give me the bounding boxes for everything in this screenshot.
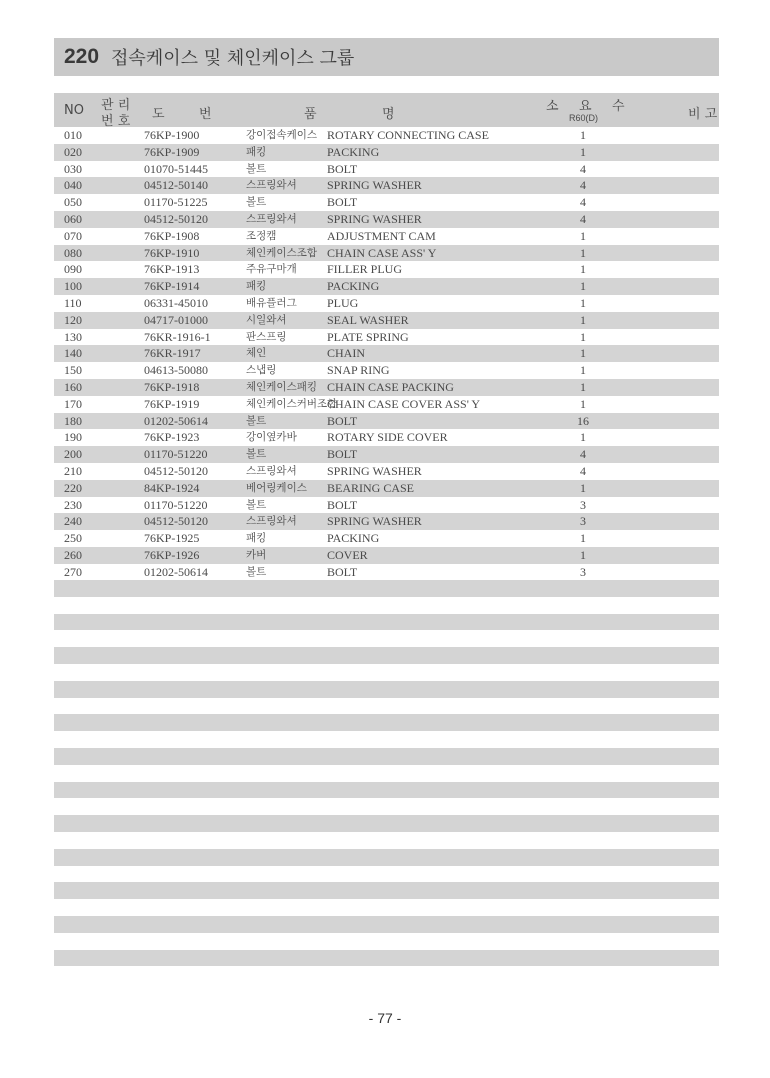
part-name-kr: 주유구마개 — [246, 263, 297, 276]
part-code: 84KP-1924 — [144, 480, 200, 495]
part-no: 020 — [64, 144, 82, 159]
part-no: 260 — [64, 547, 82, 562]
part-qty: 1 — [580, 329, 586, 344]
part-qty: 4 — [580, 178, 586, 193]
part-qty: 1 — [580, 128, 586, 142]
table-row — [54, 177, 719, 194]
part-name-kr: 패킹 — [246, 280, 267, 293]
part-code: 76KP-1925 — [144, 531, 200, 546]
part-qty: 4 — [580, 211, 586, 226]
part-name-kr: 체인케이스패킹 — [246, 380, 318, 393]
part-code: 04613-50080 — [144, 363, 208, 378]
part-qty: 1 — [580, 346, 586, 361]
empty-row — [54, 849, 719, 866]
part-name-en: ROTARY SIDE COVER — [327, 430, 448, 445]
part-name-en: CHAIN CASE ASS' Y — [327, 245, 437, 260]
part-name-en: COVER — [327, 547, 368, 562]
group-number: 220 — [64, 45, 100, 68]
empty-row — [54, 647, 719, 664]
header-name-b: 명 — [382, 107, 395, 122]
group-title: 접속케이스 및 체인케이스 그룹 — [111, 48, 355, 69]
table-row — [54, 245, 719, 262]
part-code: 76KP-1900 — [144, 128, 200, 142]
part-code: 01170-51220 — [144, 447, 208, 462]
header-code-a: 도 — [152, 107, 165, 122]
header-model: R60(D) — [569, 113, 599, 123]
part-qty: 3 — [580, 497, 586, 512]
header-mgmt-bottom: 번 호 — [101, 114, 131, 129]
part-code: 04512-50120 — [144, 463, 208, 478]
table-row — [54, 379, 719, 396]
part-qty: 1 — [580, 312, 586, 327]
part-qty: 1 — [580, 228, 586, 243]
empty-row — [54, 782, 719, 799]
part-qty: 16 — [577, 413, 589, 428]
empty-row — [54, 882, 719, 899]
part-no: 030 — [64, 161, 82, 176]
part-no: 150 — [64, 363, 82, 378]
part-qty: 3 — [580, 514, 586, 529]
page-number: - 77 - — [368, 1010, 402, 1026]
empty-row — [54, 815, 719, 832]
part-qty: 1 — [580, 363, 586, 378]
part-no: 040 — [64, 178, 82, 193]
header-name-a: 품 — [304, 107, 317, 122]
part-name-en: ADJUSTMENT CAM — [327, 228, 436, 243]
part-qty: 4 — [580, 195, 586, 210]
part-code: 76KP-1913 — [144, 262, 200, 277]
part-name-en: PACKING — [327, 144, 380, 159]
part-code: 06331-45010 — [144, 295, 208, 310]
part-name-kr: 스프링와셔 — [246, 464, 297, 477]
part-name-kr: 강이옆카바 — [246, 431, 297, 444]
part-name-kr: 패킹 — [246, 532, 267, 545]
part-qty: 4 — [580, 161, 586, 176]
part-code: 76KP-1926 — [144, 547, 200, 562]
part-code: 76KP-1909 — [144, 144, 200, 159]
header-remark: 비 고 — [688, 107, 718, 122]
part-name-en: SPRING WASHER — [327, 463, 422, 478]
part-no: 070 — [64, 228, 82, 243]
part-no: 140 — [64, 346, 82, 361]
part-name-kr: 체인케이스조합 — [246, 246, 318, 259]
empty-row — [54, 580, 719, 597]
table-row — [54, 497, 719, 514]
header-qty-a: 소 — [546, 99, 559, 114]
parts-table — [54, 127, 719, 581]
part-no: 210 — [64, 463, 82, 478]
part-no: 240 — [64, 514, 82, 529]
part-no: 190 — [64, 430, 82, 445]
part-code: 01070-51445 — [144, 161, 208, 176]
part-code: 76KP-1918 — [144, 379, 200, 394]
part-qty: 1 — [580, 531, 586, 546]
part-qty: 4 — [580, 463, 586, 478]
part-qty: 1 — [580, 379, 586, 394]
table-row — [54, 547, 719, 564]
part-name-en: CHAIN — [327, 346, 365, 361]
part-name-en: CHAIN CASE COVER ASS' Y — [327, 396, 481, 411]
table-row — [54, 295, 719, 312]
table-row — [54, 463, 719, 480]
table-row — [54, 513, 719, 530]
table-row — [54, 194, 719, 211]
part-name-en: SNAP RING — [327, 363, 390, 378]
part-code: 01202-50614 — [144, 413, 208, 428]
table-row — [54, 564, 719, 581]
part-code: 76KP-1919 — [144, 396, 200, 411]
part-code: 04512-50120 — [144, 211, 208, 226]
part-code: 76KR-1917 — [144, 346, 201, 361]
part-name-en: SPRING WASHER — [327, 178, 422, 193]
header-code-b: 번 — [199, 107, 212, 122]
part-name-en: SPRING WASHER — [327, 211, 422, 226]
part-no: 270 — [64, 564, 82, 579]
table-row — [54, 362, 719, 379]
part-no: 160 — [64, 379, 82, 394]
title-bar — [54, 38, 719, 76]
empty-row — [54, 681, 719, 698]
part-no: 100 — [64, 279, 82, 294]
empty-row — [54, 916, 719, 933]
table-row — [54, 161, 719, 178]
part-qty: 1 — [580, 295, 586, 310]
part-no: 250 — [64, 531, 82, 546]
part-name-kr: 체인케이스커버조합 — [246, 397, 338, 410]
part-name-kr: 볼트 — [246, 565, 267, 578]
table-row — [54, 228, 719, 245]
table-row — [54, 127, 719, 144]
part-name-kr: 볼트 — [246, 448, 267, 461]
part-no: 230 — [64, 497, 82, 512]
table-row — [54, 278, 719, 295]
part-no: 130 — [64, 329, 82, 344]
part-code: 76KR-1916-1 — [144, 329, 211, 344]
header-no: NO — [64, 103, 84, 118]
part-name-kr: 조정캠 — [246, 229, 277, 242]
part-name-en: PACKING — [327, 279, 380, 294]
part-qty: 3 — [580, 564, 586, 579]
table-row — [54, 480, 719, 497]
part-name-en: BEARING CASE — [327, 480, 415, 495]
part-name-en: PLUG — [327, 295, 359, 310]
part-qty: 1 — [580, 144, 586, 159]
part-code: 76KP-1914 — [144, 279, 200, 294]
header-qty-b: 요 — [579, 99, 592, 114]
part-qty: 1 — [580, 430, 586, 445]
part-code: 01170-51220 — [144, 497, 208, 512]
table-row — [54, 446, 719, 463]
part-name-kr: 베어링케이스 — [246, 481, 307, 494]
part-name-kr: 패킹 — [246, 145, 267, 158]
part-name-kr: 판스프링 — [246, 330, 287, 343]
part-no: 220 — [64, 480, 82, 495]
empty-row — [54, 614, 719, 631]
table-row — [54, 211, 719, 228]
table-row — [54, 261, 719, 278]
part-name-kr: 시일와셔 — [246, 313, 287, 326]
part-no: 050 — [64, 195, 82, 210]
part-name-kr: 볼트 — [246, 498, 267, 511]
part-code: 01202-50614 — [144, 564, 208, 579]
part-name-en: PACKING — [327, 531, 380, 546]
part-name-en: BOLT — [327, 564, 358, 579]
part-name-kr: 체인 — [246, 347, 267, 360]
header-mgmt-top: 관 리 — [101, 98, 131, 113]
table-row — [54, 429, 719, 446]
header-qty-c: 수 — [612, 99, 625, 114]
part-name-en: BOLT — [327, 447, 358, 462]
part-qty: 1 — [580, 480, 586, 495]
part-name-kr: 카버 — [246, 548, 267, 561]
part-name-kr: 스프링와셔 — [246, 515, 297, 528]
table-row — [54, 413, 719, 430]
part-name-en: BOLT — [327, 497, 358, 512]
part-code: 76KP-1923 — [144, 430, 200, 445]
part-code: 76KP-1908 — [144, 228, 200, 243]
part-qty: 1 — [580, 547, 586, 562]
table-row — [54, 329, 719, 346]
part-name-kr: 강이접속케이스 — [246, 129, 318, 141]
part-no: 010 — [64, 128, 82, 142]
table-row — [54, 312, 719, 329]
part-no: 180 — [64, 413, 82, 428]
part-qty: 1 — [580, 262, 586, 277]
part-qty: 4 — [580, 447, 586, 462]
part-code: 04512-50120 — [144, 514, 208, 529]
part-name-kr: 볼트 — [246, 414, 267, 427]
part-name-en: PLATE SPRING — [327, 329, 409, 344]
part-name-en: ROTARY CONNECTING CASE — [327, 128, 489, 142]
part-code: 04512-50140 — [144, 178, 208, 193]
part-no: 060 — [64, 211, 82, 226]
empty-row — [54, 950, 719, 967]
table-row — [54, 530, 719, 547]
table-header — [54, 93, 719, 127]
part-name-en: FILLER PLUG — [327, 262, 402, 277]
empty-row-stripes — [54, 580, 719, 983]
part-no: 200 — [64, 447, 82, 462]
part-name-en: SPRING WASHER — [327, 514, 422, 529]
part-name-kr: 스프링와셔 — [246, 179, 297, 192]
part-name-en: BOLT — [327, 161, 358, 176]
empty-row — [54, 714, 719, 731]
part-name-kr: 배유플러그 — [246, 296, 297, 309]
part-name-en: SEAL WASHER — [327, 312, 409, 327]
part-no: 090 — [64, 262, 82, 277]
part-code: 01170-51225 — [144, 195, 208, 210]
table-row — [54, 396, 719, 413]
part-no: 080 — [64, 245, 82, 260]
part-code: 04717-01000 — [144, 312, 208, 327]
part-no: 110 — [64, 295, 82, 310]
part-name-kr: 스프링와셔 — [246, 212, 297, 225]
empty-row — [54, 748, 719, 765]
part-name-kr: 볼트 — [246, 162, 267, 175]
part-name-en: CHAIN CASE PACKING — [327, 379, 454, 394]
part-no: 120 — [64, 312, 82, 327]
part-qty: 1 — [580, 245, 586, 260]
part-name-kr: 스냅링 — [246, 364, 277, 377]
part-qty: 1 — [580, 279, 586, 294]
part-name-en: BOLT — [327, 195, 358, 210]
part-name-en: BOLT — [327, 413, 358, 428]
table-row — [54, 144, 719, 161]
table-row — [54, 345, 719, 362]
part-name-kr: 볼트 — [246, 196, 267, 209]
part-no: 170 — [64, 396, 82, 411]
part-code: 76KP-1910 — [144, 245, 200, 260]
part-qty: 1 — [580, 396, 586, 411]
